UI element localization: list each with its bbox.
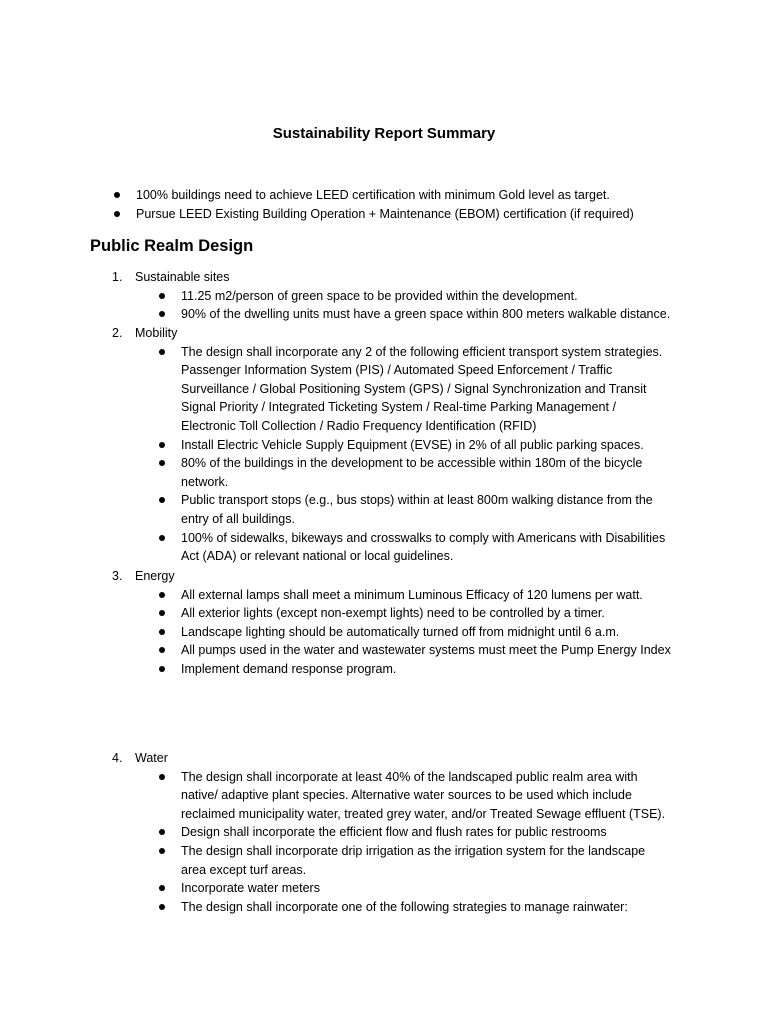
- list-item: All exterior lights (except non-exempt lights) need to be controlled by a timer.: [0, 604, 768, 623]
- list-item: All pumps used in the water and wastewater systems must meet the Pump Energy Index: [0, 641, 768, 660]
- numbered-item-water: [0, 749, 768, 916]
- list-item: 80% of the buildings in the development to be accessible within 180m of the bicycle network.: [0, 454, 768, 491]
- item-number: 2.: [112, 326, 123, 340]
- list-item: 100% of sidewalks, bikeways and crosswalks to comply with Americans with Disabilities Act (ADA) or relevant national or local guidelines.: [0, 529, 768, 566]
- item-label: Sustainable sites: [135, 270, 230, 284]
- bullet-icon: [159, 666, 165, 672]
- bullet-icon: [159, 497, 165, 503]
- list-item: 100% buildings need to achieve LEED certification with minimum Gold level as target.: [0, 186, 768, 205]
- list-item: Design shall incorporate the efficient flow and flush rates for public restrooms: [0, 823, 768, 842]
- numbered-item-energy: [0, 567, 768, 679]
- item-label: Energy: [135, 569, 175, 583]
- numbered-item-sustainable-sites: [0, 268, 768, 324]
- bullet-icon: [159, 610, 165, 616]
- list-item: All external lamps shall meet a minimum Luminous Efficacy of 120 lumens per watt.: [0, 586, 768, 605]
- bullet-icon: [114, 192, 120, 198]
- list-item: The design shall incorporate one of the following strategies to manage rainwater:: [0, 898, 768, 917]
- bullet-icon: [159, 647, 165, 653]
- bullet-icon: [159, 885, 165, 891]
- list-item: 90% of the dwelling units must have a green space within 800 meters walkable distance.: [0, 305, 768, 324]
- bullet-icon: [159, 848, 165, 854]
- bullet-icon: [159, 460, 165, 466]
- numbered-item-mobility: [0, 324, 768, 566]
- list-item: 11.25 m2/person of green space to be provided within the development.: [0, 287, 768, 306]
- bullet-icon: [159, 829, 165, 835]
- bullet-icon: [159, 535, 165, 541]
- page-title: Sustainability Report Summary: [272, 125, 496, 142]
- list-item: Implement demand response program.: [0, 660, 768, 679]
- list-item: The design shall incorporate any 2 of the following efficient transport system strategies. Passenger Information System (PIS) / Automated Speed Enforcement / Traffic Surveillance / Global Positioning System (GPS) / Signal Synchronization and Transit Signal Priority / Integrated Ticketing System / Real-time Parking Management / Electronic Toll Collection / Radio Frequency Identification (RFID): [0, 343, 768, 436]
- intro-bullet-list: [0, 186, 768, 223]
- list-item: Install Electric Vehicle Supply Equipment (EVSE) in 2% of all public parking spaces.: [0, 436, 768, 455]
- item-number: 4.: [112, 751, 123, 765]
- list-item: The design shall incorporate drip irrigation as the irrigation system for the landscape area except turf areas.: [0, 842, 768, 879]
- item-number: 3.: [112, 569, 123, 583]
- section-heading: Public Realm Design: [90, 237, 254, 255]
- item-number: 1.: [112, 270, 123, 284]
- bullet-icon: [159, 293, 165, 299]
- list-item: Incorporate water meters: [0, 879, 768, 898]
- bullet-icon: [159, 774, 165, 780]
- bullet-icon: [159, 442, 165, 448]
- bullet-icon: [159, 311, 165, 317]
- list-item: Landscape lighting should be automatically turned off from midnight until 6 a.m.: [0, 623, 768, 642]
- list-item: Public transport stops (e.g., bus stops) within at least 800m walking distance from the entry of all buildings.: [0, 491, 768, 528]
- bullet-icon: [159, 629, 165, 635]
- bullet-icon: [159, 592, 165, 598]
- item-label: Water: [135, 751, 168, 765]
- item-label: Mobility: [135, 326, 178, 340]
- bullet-icon: [114, 211, 120, 217]
- list-item: The design shall incorporate at least 40% of the landscaped public realm area with native/ adaptive plant species. Alternative water sources to be used which include reclaimed municipality water, treated grey water, and/or Treated Sewage effluent (TSE).: [0, 768, 768, 824]
- list-item: Pursue LEED Existing Building Operation + Maintenance (EBOM) certification (if required): [0, 205, 768, 224]
- bullet-icon: [159, 349, 165, 355]
- bullet-icon: [159, 904, 165, 910]
